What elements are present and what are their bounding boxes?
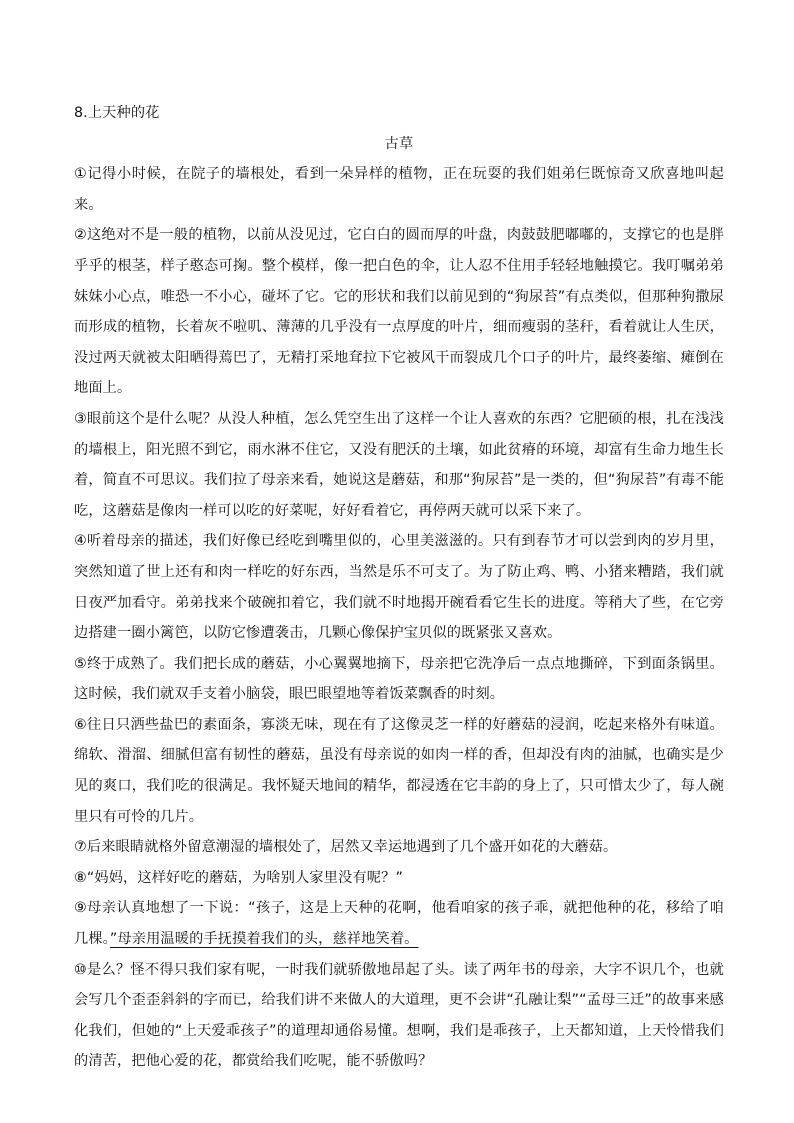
paragraph-8: ⑧“妈妈，这样好吃的蘑菇，为啥别人家里没有呢？” bbox=[74, 869, 403, 886]
paragraph-9 bbox=[74, 893, 724, 954]
paragraph-9-text: ⑨母亲认真地想了一下说：“孩子，这是上天种的花啊，他看咱家的孩子乖，就把他种的花，移给了咱几棵。 bbox=[74, 900, 724, 948]
paragraph-4: ④听着母亲的描述，我们好像已经吃到嘴里似的，心里美滋滋的。只有到春节才可以尝到肉的岁月里，突然知道了世上还有和肉一样吃的好东西，当然是乐不可支了。为了防止鸡、鸭、小猪来糟踏，我们就日夜严加看守。弟弟找来个破碗扣着它，我们就不时地揭开碗看看它生长的进度。等稍大了些，在它旁边搭建一圈小篱笆，以防它惨遭袭击，几颗心像保护宝贝似的既紧张又喜欢。 bbox=[74, 533, 724, 642]
paragraph-6: ⑥往日只洒些盐巴的素面条，寡淡无味，现在有了这像灵芝一样的好蘑菇的浸润，吃起来格外有味道。绵软、滑溜、细腻但富有韧性的蘑菇，虽没有母亲说的如肉一样的香，但却没有肉的油腻，也确实是少见的爽口，我们吃的很满足。我怀疑天地间的精华，都浸透在它丰韵的身上了，只可惜太少了，每人碗里只有可怜的几片。 bbox=[74, 716, 724, 825]
paragraph-5: ⑤终于成熟了。我们把长成的蘑菇，小心翼翼地摘下，母亲把它洗净后一点点地撕碎，下到面条锅里。这时候，我们就双手支着小脑袋，眼巴眼望地等着饭菜飘香的时刻。 bbox=[74, 655, 724, 703]
reading-passage bbox=[74, 98, 724, 1077]
question-title: 8.上天种的花 bbox=[74, 105, 160, 121]
paragraph-2: ②这绝对不是一般的植物，以前从没见过，它白白的圆而厚的叶盘，肉鼓鼓肥嘟嘟的，支撑它的也是胖乎乎的根茎，样子憨态可掬。整个模样，像一把白色的伞，让人忍不住用手轻轻地触摸它。我叮嘱弟弟妹妹小心点，唯恐一不小心，碰坏了它。它的形状和我们以前见到的“狗尿苔”有点类似，但那种狗撒尿而形成的植物，长着灰不啦叽、薄薄的几乎没有一点厚度的叶片，细而瘦弱的茎秆，看着就让人生厌，没过两天就被太阳晒得蔫巴了，无精打采地耷拉下它被风干而裂成几个口子的叶片，最终萎缩、瘫倒在地面上。 bbox=[74, 227, 724, 397]
paragraph-10: ⑩是么？怪不得只我们家有呢，一时我们就骄傲地昂起了头。读了两年书的母亲，大字不识几个，也就会写几个歪歪斜斜的字而已，给我们讲不来做人的大道理，更不会讲“孔融让梨”“孟母三迁”的故事来感化我们，但她的“上天爱乖孩子”的道理却通俗易懂。想啊，我们是乖孩子，上天都知道，上天怜惜我们的清苦，把他心爱的花，都赏给我们吃呢，能不骄傲吗？ bbox=[74, 961, 724, 1070]
underlined-sentence: ”母亲用温暖的手抚摸着我们的头，慈祥地笑着。 bbox=[109, 931, 419, 948]
paragraph-3: ③眼前这个是什么呢？从没人种植，怎么凭空生出了这样一个让人喜欢的东西？它肥硕的根，扎在浅浅的墙根上，阳光照不到它，雨水淋不住它，又没有肥沃的土壤，如此贫瘠的环境，却富有生命力地生长着，简直不可思议。我们拉了母亲来看，她说这是蘑菇，和那“狗尿苔”是一类的，但“狗尿苔”有毒不能吃，这蘑菇是像肉一样可以吃的好菜呢，好好看着它，再停两天就可以采下来了。 bbox=[74, 410, 724, 519]
paragraph-1: ①记得小时候，在院子的墙根处，看到一朵异样的植物，正在玩耍的我们姐弟仨既惊奇又欣喜地叫起来。 bbox=[74, 166, 724, 213]
paragraph-7: ⑦后来眼睛就格外留意潮湿的墙根处了，居然又幸运地遇到了几个盛开如花的大蘑菇。 bbox=[74, 839, 618, 856]
article-title: 古草 bbox=[384, 135, 414, 152]
